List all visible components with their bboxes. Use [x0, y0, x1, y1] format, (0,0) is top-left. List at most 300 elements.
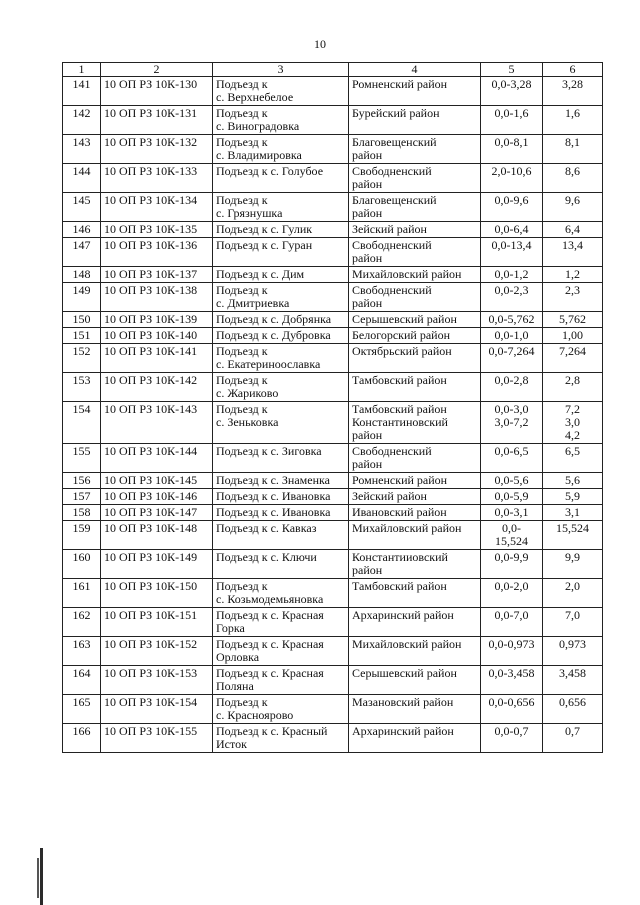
road-code-cell: [101, 521, 213, 550]
row-number: 160: [72, 550, 91, 564]
district-cell: [349, 695, 481, 724]
road-name-line: Подъезд к: [216, 695, 268, 709]
length-line: 3,28: [562, 77, 583, 91]
road-code-cell: [101, 77, 213, 106]
road-code-cell: [101, 489, 213, 505]
district-cell: [349, 283, 481, 312]
table-row: [63, 521, 603, 550]
road-name-line: Подъезд к: [216, 77, 268, 91]
length-line: 6,5: [565, 444, 580, 458]
km-range-cell: [481, 77, 543, 106]
table-row: [63, 608, 603, 637]
col-header-5: 5: [481, 63, 543, 77]
district-line: район: [352, 428, 383, 442]
road-code: 10 ОП РЗ 10К-152: [104, 637, 198, 651]
row-number: 144: [72, 164, 91, 178]
length-line: 3,0: [565, 415, 580, 429]
table-row: [63, 402, 603, 444]
length-cell: [543, 135, 603, 164]
km-range-line: 0,0-2,0: [494, 579, 529, 593]
table-row: [63, 135, 603, 164]
road-name-cell: [213, 444, 349, 473]
district-line: Октябрьский район: [352, 344, 452, 358]
row-number-cell: [63, 283, 101, 312]
road-code: 10 ОП РЗ 10К-137: [104, 267, 198, 281]
district-cell: [349, 164, 481, 193]
row-number-cell: [63, 373, 101, 402]
row-number: 150: [72, 312, 91, 326]
length-line: 8,6: [565, 164, 580, 178]
row-number-cell: [63, 695, 101, 724]
km-range-line: 0,0-5,6: [494, 473, 529, 487]
road-code: 10 ОП РЗ 10К-146: [104, 489, 198, 503]
length-cell: [543, 550, 603, 579]
row-number-cell: [63, 666, 101, 695]
table-row: [63, 164, 603, 193]
district-line: Михайловский район: [352, 521, 462, 535]
table-row: [63, 724, 603, 753]
road-name-line: Поляна: [216, 679, 254, 693]
road-code: 10 ОП РЗ 10К-154: [104, 695, 198, 709]
row-number: 157: [72, 489, 91, 503]
length-cell: [543, 373, 603, 402]
road-name-cell: [213, 106, 349, 135]
road-code: 10 ОП РЗ 10К-153: [104, 666, 198, 680]
road-name-line: Подъезд к: [216, 193, 268, 207]
road-code-cell: [101, 637, 213, 666]
road-code: 10 ОП РЗ 10К-134: [104, 193, 198, 207]
length-line: 7,264: [559, 344, 586, 358]
road-name-line: Подъезд к с. Красный: [216, 724, 328, 738]
road-code-cell: [101, 473, 213, 489]
km-range-line: 0,0-9,9: [494, 550, 529, 564]
table-row: [63, 444, 603, 473]
km-range-line: 0,0-13,4: [491, 238, 532, 252]
road-name-line: Подъезд к с. Знаменка: [216, 473, 330, 487]
km-range-cell: [481, 608, 543, 637]
length-cell: [543, 328, 603, 344]
district-cell: [349, 77, 481, 106]
district-line: Архаринский район: [352, 724, 454, 738]
district-line: Тамбовский район: [352, 402, 447, 416]
km-range-line: 0,0-8,1: [494, 135, 529, 149]
district-cell: [349, 312, 481, 328]
length-line: 2,8: [565, 373, 580, 387]
road-code-cell: [101, 267, 213, 283]
row-number: 148: [72, 267, 91, 281]
road-name-line: Подъезд к с. Гулик: [216, 222, 313, 236]
road-name-line: с. Владимировка: [216, 148, 302, 162]
road-name-line: Подъезд к: [216, 373, 268, 387]
table-body: [63, 77, 603, 753]
district-line: Белогорский район: [352, 328, 450, 342]
km-range-line: 0,0-6,4: [494, 222, 529, 236]
road-name-cell: [213, 521, 349, 550]
district-cell: [349, 579, 481, 608]
row-number: 152: [72, 344, 91, 358]
road-name-cell: [213, 344, 349, 373]
road-name-line: Подъезд к с. Ивановка: [216, 489, 331, 503]
road-name-line: с. Красноярово: [216, 708, 294, 722]
km-range-line: 0,0-3,28: [491, 77, 532, 91]
length-cell: [543, 193, 603, 222]
district-cell: [349, 222, 481, 238]
length-line: 5,762: [559, 312, 586, 326]
table-row: [63, 238, 603, 267]
row-number-cell: [63, 489, 101, 505]
km-range-line: 0,0-2,3: [494, 283, 529, 297]
row-number: 145: [72, 193, 91, 207]
row-number-cell: [63, 267, 101, 283]
table-row: [63, 222, 603, 238]
district-cell: [349, 106, 481, 135]
district-cell: [349, 608, 481, 637]
km-range-cell: [481, 579, 543, 608]
length-cell: [543, 222, 603, 238]
table-row: [63, 489, 603, 505]
table-row: [63, 328, 603, 344]
row-number: 147: [72, 238, 91, 252]
road-code: 10 ОП РЗ 10К-149: [104, 550, 198, 564]
length-line: 1,00: [562, 328, 583, 342]
road-name-line: Подъезд к: [216, 344, 268, 358]
length-line: 15,524: [556, 521, 589, 535]
road-code: 10 ОП РЗ 10К-138: [104, 283, 198, 297]
row-number-cell: [63, 521, 101, 550]
row-number: 155: [72, 444, 91, 458]
road-name-line: с. Жариково: [216, 386, 279, 400]
district-line: Тамбовский район: [352, 373, 447, 387]
district-cell: [349, 402, 481, 444]
km-range-cell: [481, 724, 543, 753]
length-line: 8,1: [565, 135, 580, 149]
table-row: [63, 473, 603, 489]
km-range-cell: [481, 666, 543, 695]
km-range-line: 0,0-2,8: [494, 373, 529, 387]
length-cell: [543, 473, 603, 489]
length-line: 4,2: [565, 428, 580, 442]
district-line: район: [352, 563, 383, 577]
district-line: район: [352, 251, 383, 265]
road-code: 10 ОП РЗ 10К-143: [104, 402, 198, 416]
road-code-cell: [101, 724, 213, 753]
row-number: 159: [72, 521, 91, 535]
km-range-line: 0,0-0,656: [488, 695, 535, 709]
col-header-2: 2: [101, 63, 213, 77]
road-code: 10 ОП РЗ 10К-141: [104, 344, 198, 358]
km-range-line: 0,0-0,973: [488, 637, 535, 651]
row-number: 151: [72, 328, 91, 342]
road-name-cell: [213, 505, 349, 521]
district-cell: [349, 328, 481, 344]
road-name-cell: [213, 222, 349, 238]
district-line: Благовещенский: [352, 135, 437, 149]
district-cell: [349, 724, 481, 753]
road-name-line: Подъезд к с. Дим: [216, 267, 305, 281]
row-number-cell: [63, 402, 101, 444]
road-code-cell: [101, 444, 213, 473]
road-code: 10 ОП РЗ 10К-130: [104, 77, 198, 91]
km-range-line: 3,0-7,2: [494, 415, 529, 429]
row-number: 141: [72, 77, 91, 91]
road-name-cell: [213, 328, 349, 344]
road-code-cell: [101, 344, 213, 373]
length-line: 2,3: [565, 283, 580, 297]
district-line: Архаринский район: [352, 608, 454, 622]
road-code: 10 ОП РЗ 10К-131: [104, 106, 198, 120]
district-cell: [349, 489, 481, 505]
road-code-cell: [101, 193, 213, 222]
district-line: Ромненский район: [352, 473, 448, 487]
road-name-cell: [213, 579, 349, 608]
row-number: 162: [72, 608, 91, 622]
road-code: 10 ОП РЗ 10К-139: [104, 312, 198, 326]
row-number: 163: [72, 637, 91, 651]
road-code: 10 ОП РЗ 10К-151: [104, 608, 198, 622]
table-row: [63, 344, 603, 373]
length-cell: [543, 637, 603, 666]
length-line: 0,7: [565, 724, 580, 738]
district-line: Михайловский район: [352, 637, 462, 651]
length-cell: [543, 106, 603, 135]
km-range-line: 0,0-0,7: [494, 724, 529, 738]
road-code-cell: [101, 579, 213, 608]
road-name-line: Подъезд к: [216, 579, 268, 593]
road-name-line: Исток: [216, 737, 247, 751]
road-code-cell: [101, 505, 213, 521]
length-line: 9,6: [565, 193, 580, 207]
road-code: 10 ОП РЗ 10К-136: [104, 238, 198, 252]
km-range-line: 0,0-1,2: [494, 267, 529, 281]
district-line: район: [352, 177, 383, 191]
road-code: 10 ОП РЗ 10К-148: [104, 521, 198, 535]
length-cell: [543, 489, 603, 505]
road-code-cell: [101, 402, 213, 444]
col-header-3: 3: [213, 63, 349, 77]
road-code-cell: [101, 328, 213, 344]
road-name-cell: [213, 238, 349, 267]
district-cell: [349, 267, 481, 283]
road-code: 10 ОП РЗ 10К-132: [104, 135, 198, 149]
km-range-line: 0,0-3,1: [494, 505, 529, 519]
table-row: [63, 77, 603, 106]
km-range-line: 0,0-7,264: [488, 344, 535, 358]
district-line: Серышевский район: [352, 666, 457, 680]
length-cell: [543, 402, 603, 444]
road-code: 10 ОП РЗ 10К-155: [104, 724, 198, 738]
district-line: Свободненский: [352, 164, 432, 178]
km-range-cell: [481, 444, 543, 473]
road-name-line: Подъезд к: [216, 135, 268, 149]
length-cell: [543, 579, 603, 608]
length-line: 5,6: [565, 473, 580, 487]
road-code-cell: [101, 238, 213, 267]
table-row: [63, 637, 603, 666]
row-number-cell: [63, 222, 101, 238]
km-range-cell: [481, 238, 543, 267]
road-name-cell: [213, 402, 349, 444]
road-name-line: Подъезд к с. Красная: [216, 608, 324, 622]
road-code-cell: [101, 222, 213, 238]
road-name-line: Подъезд к с. Ивановка: [216, 505, 331, 519]
row-number-cell: [63, 238, 101, 267]
binding-mark-shadow: [37, 858, 39, 898]
road-name-cell: [213, 550, 349, 579]
km-range-line: 0,0-5,9: [494, 489, 529, 503]
road-code-cell: [101, 550, 213, 579]
length-cell: [543, 312, 603, 328]
road-name-cell: [213, 608, 349, 637]
road-code-cell: [101, 283, 213, 312]
road-name-cell: [213, 267, 349, 283]
km-range-line: 0,0-7,0: [494, 608, 529, 622]
district-line: Ромненский район: [352, 77, 448, 91]
district-cell: [349, 505, 481, 521]
row-number: 161: [72, 579, 91, 593]
road-name-line: Подъезд к: [216, 402, 268, 416]
district-cell: [349, 344, 481, 373]
road-code: 10 ОП РЗ 10К-144: [104, 444, 198, 458]
row-number: 142: [72, 106, 91, 120]
km-range-cell: [481, 505, 543, 521]
table-row: [63, 695, 603, 724]
road-code-cell: [101, 608, 213, 637]
road-name-cell: [213, 489, 349, 505]
road-name-line: с. Виноградовка: [216, 119, 300, 133]
table-row: [63, 267, 603, 283]
road-name-line: с. Грязнушка: [216, 206, 283, 220]
road-name-cell: [213, 164, 349, 193]
row-number-cell: [63, 164, 101, 193]
road-name-line: Горка: [216, 621, 245, 635]
table-row: [63, 666, 603, 695]
header-row: [63, 63, 603, 77]
roads-table: [62, 62, 603, 753]
district-line: Михайловский район: [352, 267, 462, 281]
district-line: район: [352, 457, 383, 471]
km-range-cell: [481, 473, 543, 489]
district-line: район: [352, 296, 383, 310]
length-line: 0,656: [559, 695, 586, 709]
length-cell: [543, 238, 603, 267]
length-cell: [543, 608, 603, 637]
district-cell: [349, 521, 481, 550]
road-name-line: Подъезд к с. Кавказ: [216, 521, 317, 535]
road-name-line: с. Зеньковка: [216, 415, 279, 429]
road-name-line: Подъезд к с. Красная: [216, 666, 324, 680]
km-range-cell: [481, 164, 543, 193]
road-name-line: с. Дмитриевка: [216, 296, 290, 310]
row-number: 154: [72, 402, 91, 416]
km-range-cell: [481, 695, 543, 724]
road-code-cell: [101, 666, 213, 695]
row-number: 165: [72, 695, 91, 709]
road-name-line: Подъезд к с. Зиговка: [216, 444, 322, 458]
table-row: [63, 106, 603, 135]
road-code-cell: [101, 135, 213, 164]
km-range-cell: [481, 328, 543, 344]
length-line: 1,2: [565, 267, 580, 281]
row-number: 166: [72, 724, 91, 738]
district-line: Константиновский: [352, 415, 448, 429]
road-name-cell: [213, 666, 349, 695]
row-number: 153: [72, 373, 91, 387]
road-name-cell: [213, 135, 349, 164]
km-range-cell: [481, 550, 543, 579]
length-cell: [543, 695, 603, 724]
row-number: 158: [72, 505, 91, 519]
km-range-cell: [481, 402, 543, 444]
length-cell: [543, 164, 603, 193]
table-row: [63, 550, 603, 579]
road-name-line: с. Екатериноославка: [216, 357, 321, 371]
row-number: 149: [72, 283, 91, 297]
road-name-line: Подъезд к: [216, 106, 268, 120]
km-range-cell: [481, 135, 543, 164]
km-range-line: 0,0-1,0: [494, 328, 529, 342]
km-range-cell: [481, 373, 543, 402]
col-header-1: 1: [63, 63, 101, 77]
road-name-line: Подъезд к: [216, 283, 268, 297]
km-range-line: 0,0-5,762: [488, 312, 535, 326]
district-cell: [349, 550, 481, 579]
district-line: район: [352, 148, 383, 162]
road-code-cell: [101, 106, 213, 135]
length-cell: [543, 344, 603, 373]
km-range-line: 2,0-10,6: [491, 164, 532, 178]
col-header-4: 4: [349, 63, 481, 77]
row-number-cell: [63, 193, 101, 222]
road-name-cell: [213, 193, 349, 222]
length-line: 3,458: [559, 666, 586, 680]
row-number: 164: [72, 666, 91, 680]
length-line: 5,9: [565, 489, 580, 503]
km-range-cell: [481, 283, 543, 312]
table-row: [63, 283, 603, 312]
district-line: Зейский район: [352, 222, 427, 236]
table-row: [63, 193, 603, 222]
km-range-line: 0,0-3,0: [494, 402, 529, 416]
page-number: 10: [314, 37, 326, 51]
row-number-cell: [63, 608, 101, 637]
road-code-cell: [101, 164, 213, 193]
road-code: 10 ОП РЗ 10К-133: [104, 164, 198, 178]
road-name-line: Подъезд к с. Гуран: [216, 238, 313, 252]
district-line: район: [352, 206, 383, 220]
district-cell: [349, 373, 481, 402]
km-range-cell: [481, 193, 543, 222]
road-name-line: Подъезд к с. Голубое: [216, 164, 324, 178]
road-name-cell: [213, 77, 349, 106]
km-range-cell: [481, 222, 543, 238]
district-line: Бурейский район: [352, 106, 440, 120]
road-code: 10 ОП РЗ 10К-150: [104, 579, 198, 593]
km-range-line: 0,0-6,5: [494, 444, 529, 458]
row-number-cell: [63, 344, 101, 373]
district-line: Свободненский: [352, 283, 432, 297]
road-name-line: с. Верхнебелое: [216, 90, 294, 104]
district-cell: [349, 444, 481, 473]
row-number-cell: [63, 77, 101, 106]
road-name-line: Подъезд к с. Красная: [216, 637, 324, 651]
district-cell: [349, 238, 481, 267]
length-cell: [543, 505, 603, 521]
district-line: Константииовский: [352, 550, 448, 564]
km-range-line: 0,0-: [502, 521, 521, 535]
km-range-line: 0,0-9,6: [494, 193, 529, 207]
length-line: 7,2: [565, 402, 580, 416]
district-cell: [349, 135, 481, 164]
